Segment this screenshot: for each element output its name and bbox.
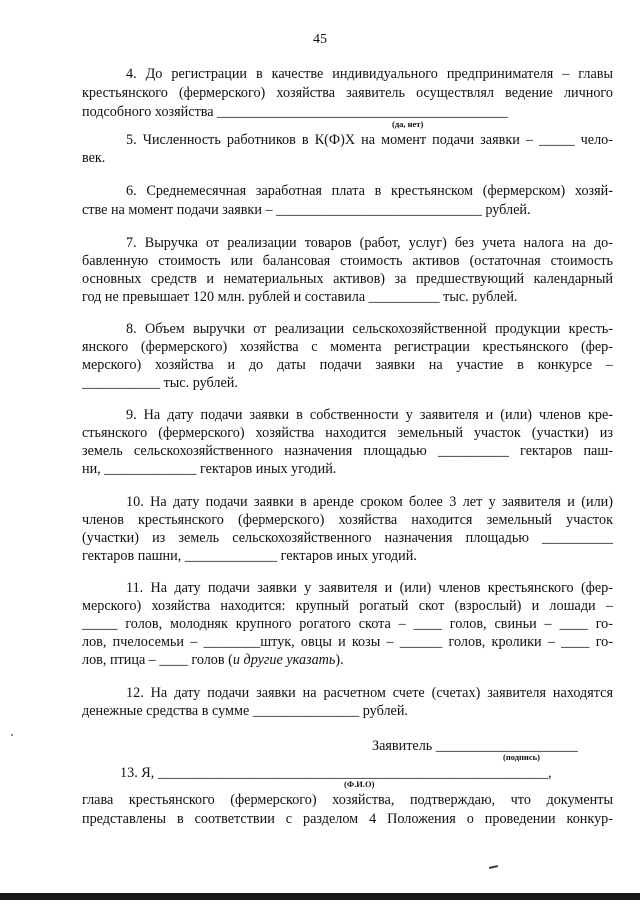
scan-mark (489, 865, 498, 869)
p11-line-5-end: ). (335, 652, 344, 668)
p5-line-2: век. (82, 150, 106, 166)
scan-bottom-edge (0, 893, 640, 900)
p10-line-2: членов крестьянского (фермерского) хозяйства находится земельный участок (82, 512, 613, 528)
fio-hint: (Ф.И.О) (344, 779, 375, 789)
p9-line-1: 9. На дату подачи заявки в собственности у заявителя и (или) членов кре- (126, 407, 613, 423)
p10-line-1: 10. На дату подачи заявки в аренде сроком более 3 лет у заявителя и (или) (126, 494, 613, 510)
p7-line-4: год не превышает 120 млн. рублей и составила __________ тыс. рублей. (82, 289, 518, 305)
p4-line-2: крестьянского (фермерского) хозяйства заявитель осуществлял ведение личного (82, 85, 613, 101)
p11-line-1: 11. На дату подачи заявки у заявителя и (или) членов крестьянского (фер- (126, 580, 613, 596)
p10-line-4: гектаров пашни, _____________ гектаров иных угодий. (82, 548, 417, 564)
p9-line-3: земель сельскохозяйственного назначения площадью __________ гектаров паш- (82, 443, 613, 459)
p9-line-2: стьянского (фермерского) хозяйства находится земельный участок (участки) из (82, 425, 613, 441)
p4-hint: (да, нет) (392, 119, 424, 129)
p8-line-3: мерского) хозяйства и до даты подачи заявки на участие в конкурсе – (82, 357, 613, 373)
signature-hint: (подпись) (503, 752, 540, 762)
page-number: 45 (313, 32, 327, 47)
p12-line-2: денежные средства в сумме _______________ рублей. (82, 703, 408, 719)
p4-line-3: подсобного хозяйства _________________________________________ (82, 104, 508, 120)
p8-line-2: янского (фермерского) хозяйства с момента регистрации крестьянского (фер- (82, 339, 613, 355)
p6-line-1: 6. Среднемесячная заработная плата в крестьянском (фермерском) хозяй- (126, 183, 613, 199)
p9-line-4: ни, _____________ гектаров иных угодий. (82, 461, 337, 477)
p11-line-5-text: лов, птица – ____ голов ( (82, 652, 233, 668)
p6-line-2: стве на момент подачи заявки – _____________________________ рублей. (82, 202, 531, 218)
p7-line-3: основных средств и нематериальных активов) за предшествующий календарный (82, 271, 613, 287)
p11-line-3: _____ голов, молодняк крупного рогатого скота – ____ голов, свиньи – ____ го- (82, 616, 613, 632)
p11-line-2: мерского) хозяйства находится: крупный рогатый скот (взрослый) и лошади – (82, 598, 613, 614)
p13-line-1: 13. Я, _______________________________________________________, (120, 765, 552, 781)
scan-dot (11, 734, 13, 736)
p8-line-4: ___________ тыс. рублей. (82, 375, 238, 391)
p10-line-3: (участки) из земель сельскохозяйственного назначения площадью __________ (82, 530, 613, 546)
p8-line-1: 8. Объем выручки от реализации сельскохозяйственной продукции кресть- (126, 321, 613, 337)
p11-line-5 (82, 652, 344, 669)
p7-line-1: 7. Выручка от реализации товаров (работ, услуг) без учета налога на до- (126, 235, 613, 251)
p11-line-5-italic: и другие указать (232, 652, 336, 668)
p12-line-1: 12. На дату подачи заявки на расчетном счете (счетах) заявителя находятся (126, 685, 613, 701)
p13-line-2: глава крестьянского (фермерского) хозяйства, подтверждаю, что документы (82, 792, 613, 808)
applicant-signature-line: Заявитель ____________________ (372, 738, 578, 754)
p13-line-3: представлены в соответствии с разделом 4 Положения о проведении конкур- (82, 811, 613, 827)
p5-line-1: 5. Численность работников в К(Ф)Х на момент подачи заявки – _____ чело- (126, 132, 613, 148)
p4-line-1: 4. До регистрации в качестве индивидуального предпринимателя – главы (126, 66, 613, 82)
p7-line-2: бавленную стоимость или балансовая стоимость активов (остаточная стоимость (82, 253, 613, 269)
p11-line-4: лов, пчелосемьи – ________штук, овцы и козы – ______ голов, кролики – ____ го- (82, 634, 613, 650)
